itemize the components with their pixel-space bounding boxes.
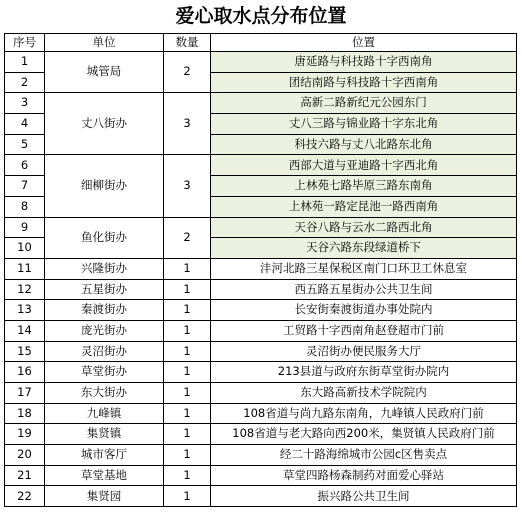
row-count: 1 — [164, 403, 211, 424]
row-index: 18 — [5, 403, 45, 424]
row-location: 高新二路新纪元公园东门 — [211, 93, 517, 114]
row-index: 13 — [5, 300, 45, 321]
row-count: 1 — [164, 341, 211, 362]
row-count: 1 — [164, 279, 211, 300]
row-count: 1 — [164, 258, 211, 279]
row-unit: 城管局 — [45, 52, 164, 93]
row-index: 6 — [5, 155, 45, 176]
row-index: 17 — [5, 383, 45, 404]
row-unit: 秦渡街办 — [45, 300, 164, 321]
row-count: 1 — [164, 300, 211, 321]
header-unit: 单位 — [45, 34, 164, 52]
header-count: 数量 — [164, 34, 211, 52]
row-location: 108省道与尚九路东南角，九峰镇人民政府门前 — [211, 403, 517, 424]
row-index: 16 — [5, 362, 45, 383]
row-unit: 集贤镇 — [45, 424, 164, 445]
row-index: 19 — [5, 424, 45, 445]
row-location: 108省道与老大路向西200米，集贤镇人民政府门前 — [211, 424, 517, 445]
table-row — [5, 403, 517, 424]
row-unit: 草堂基地 — [45, 465, 164, 486]
header-location: 位置 — [211, 34, 517, 52]
row-unit: 鱼化街办 — [45, 217, 164, 258]
row-index: 3 — [5, 93, 45, 114]
row-location: 东大路高新技术学院院内 — [211, 383, 517, 404]
row-count: 2 — [164, 52, 211, 93]
row-count: 2 — [164, 217, 211, 258]
table-row — [5, 383, 517, 404]
row-unit: 丈八街办 — [45, 93, 164, 155]
row-location: 天谷八路与云水二路西北角 — [211, 217, 517, 238]
table-row — [5, 445, 517, 466]
row-location: 丈八三路与锦业路十字东北角 — [211, 114, 517, 135]
table-row — [5, 300, 517, 321]
table-row — [5, 362, 517, 383]
row-count: 1 — [164, 320, 211, 341]
row-index: 12 — [5, 279, 45, 300]
row-unit: 草堂街办 — [45, 362, 164, 383]
table-row — [5, 217, 517, 238]
table-row — [5, 52, 517, 73]
row-count: 1 — [164, 465, 211, 486]
row-index: 1 — [5, 52, 45, 73]
table-row — [5, 279, 517, 300]
row-index: 2 — [5, 72, 45, 93]
header-index: 序号 — [5, 34, 45, 52]
row-unit: 九峰镇 — [45, 403, 164, 424]
row-index: 11 — [5, 258, 45, 279]
row-count: 3 — [164, 93, 211, 155]
row-index: 9 — [5, 217, 45, 238]
row-index: 20 — [5, 445, 45, 466]
row-location: 工贸路十字西南角赵登超市门前 — [211, 320, 517, 341]
row-index: 8 — [5, 196, 45, 217]
row-index: 7 — [5, 176, 45, 197]
row-unit: 东大街办 — [45, 383, 164, 404]
water-points-table — [4, 33, 517, 507]
row-count: 1 — [164, 383, 211, 404]
table-row — [5, 486, 517, 507]
table-row — [5, 465, 517, 486]
table-row — [5, 93, 517, 114]
table-row — [5, 424, 517, 445]
row-location: 草堂四路杨森制药对面爱心驿站 — [211, 465, 517, 486]
row-location: 灵沼街办便民服务大厅 — [211, 341, 517, 362]
row-count: 1 — [164, 424, 211, 445]
row-unit: 细柳街办 — [45, 155, 164, 217]
row-unit: 灵沼街办 — [45, 341, 164, 362]
row-index: 15 — [5, 341, 45, 362]
row-location: 团结南路与科技路十字西南角 — [211, 72, 517, 93]
row-location: 唐延路与科技路十字西南角 — [211, 52, 517, 73]
row-unit: 城市客厅 — [45, 445, 164, 466]
row-unit: 庞光街办 — [45, 320, 164, 341]
row-location: 上林苑一路定昆池一路西南角 — [211, 196, 517, 217]
row-unit: 兴隆街办 — [45, 258, 164, 279]
row-location: 沣河北路三星保税区南门口环卫工休息室 — [211, 258, 517, 279]
row-location: 振兴路公共卫生间 — [211, 486, 517, 507]
row-count: 1 — [164, 445, 211, 466]
row-index: 10 — [5, 238, 45, 259]
table-row — [5, 258, 517, 279]
table-row — [5, 341, 517, 362]
row-count: 1 — [164, 486, 211, 507]
row-unit: 集贤园 — [45, 486, 164, 507]
row-index: 14 — [5, 320, 45, 341]
header-row — [5, 34, 517, 52]
row-location: 西部大道与亚迪路十字西北角 — [211, 155, 517, 176]
table-row — [5, 320, 517, 341]
table-row — [5, 155, 517, 176]
row-location: 科技六路与丈八北路东北角 — [211, 134, 517, 155]
row-count: 1 — [164, 362, 211, 383]
row-location: 长安街秦渡街道办事处院内 — [211, 300, 517, 321]
row-index: 4 — [5, 114, 45, 135]
row-location: 西五路五星街办公共卫生间 — [211, 279, 517, 300]
page-title: 爱心取水点分布位置 — [175, 5, 347, 27]
row-location: 经二十路海绵城市公园c区售卖点 — [211, 445, 517, 466]
row-index: 21 — [5, 465, 45, 486]
row-location: 上林苑七路毕原三路东南角 — [211, 176, 517, 197]
row-location: 天谷六路东段绿道桥下 — [211, 238, 517, 259]
row-unit: 五星街办 — [45, 279, 164, 300]
row-index: 5 — [5, 134, 45, 155]
row-count: 3 — [164, 155, 211, 217]
row-index: 22 — [5, 486, 45, 507]
row-location: 213县道与政府东街草堂街办院内 — [211, 362, 517, 383]
